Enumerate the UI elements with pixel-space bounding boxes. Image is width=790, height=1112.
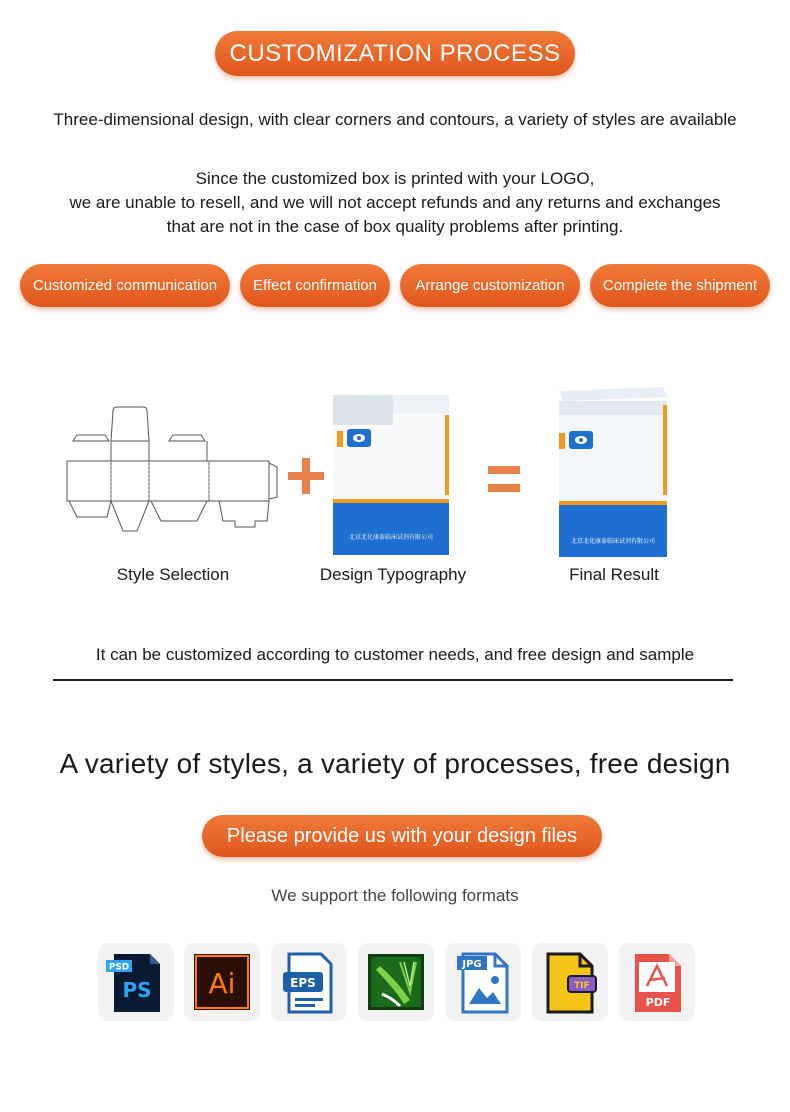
caption-design-typography: Design Typography <box>319 565 467 584</box>
psd-badge-text: PSD <box>108 962 130 973</box>
final-box-image <box>555 385 671 560</box>
format-psd <box>98 943 174 1021</box>
coreldraw-icon <box>364 948 428 1016</box>
design-box-company-text: 北京北化康泰临床试剂有限公司 <box>348 534 434 541</box>
final-box-company-text: 北京北化康泰临床试剂有限公司 <box>570 538 656 545</box>
box-dieline-illustration <box>65 405 285 540</box>
format-ai <box>184 943 260 1021</box>
step-effect-confirmation: Effect confirmation <box>240 264 390 307</box>
notice-text <box>0 167 790 239</box>
pdf-label: PDF <box>645 996 671 1009</box>
plus-icon <box>288 456 324 496</box>
caption-style-selection: Style Selection <box>116 565 230 584</box>
customization-note: It can be customized according to customer needs, and free design and sample <box>95 645 695 664</box>
tif-file-icon <box>538 948 602 1016</box>
title-badge: CUSTOMIZATION PROCESS <box>215 31 575 76</box>
step-complete-shipment: Complete the shipment <box>590 264 770 307</box>
eps-file-icon <box>277 948 341 1016</box>
caption-final-result: Final Result <box>569 565 659 584</box>
ps-label: PS <box>122 978 152 1002</box>
format-jpg <box>445 943 521 1021</box>
format-cdr <box>358 943 434 1021</box>
intro-text: Three-dimensional design, with clear corners and contours, a variety of styles are available <box>53 110 737 129</box>
format-pdf <box>619 943 695 1021</box>
step-customized-communication: Customized communication <box>20 264 230 307</box>
equals-icon <box>488 466 520 492</box>
design-box-image <box>333 395 449 555</box>
notice-line-3: that are not in the case of box quality problems after printing. <box>166 217 624 236</box>
formats-note: We support the following formats <box>271 886 519 905</box>
eps-label: EPS <box>290 976 316 990</box>
step-arrange-customization: Arrange customization <box>400 264 580 307</box>
ai-label: Ai <box>208 967 236 1000</box>
format-eps <box>271 943 347 1021</box>
divider <box>53 679 733 681</box>
jpg-badge-text: JPG <box>462 959 482 970</box>
design-files-banner: Please provide us with your design files <box>202 815 602 857</box>
pdf-file-icon <box>625 948 689 1016</box>
photoshop-icon <box>104 948 168 1016</box>
jpg-file-icon <box>451 948 515 1016</box>
variety-heading: A variety of styles, a variety of processes, free design <box>59 748 731 779</box>
notice-line-2: we are unable to resell, and we will not accept refunds and any returns and exchanges <box>69 193 721 212</box>
format-tif <box>532 943 608 1021</box>
tif-badge-text: TIF <box>574 981 590 991</box>
notice-line-1: Since the customized box is printed with your LOGO, <box>195 169 595 188</box>
illustrator-icon <box>190 948 254 1016</box>
